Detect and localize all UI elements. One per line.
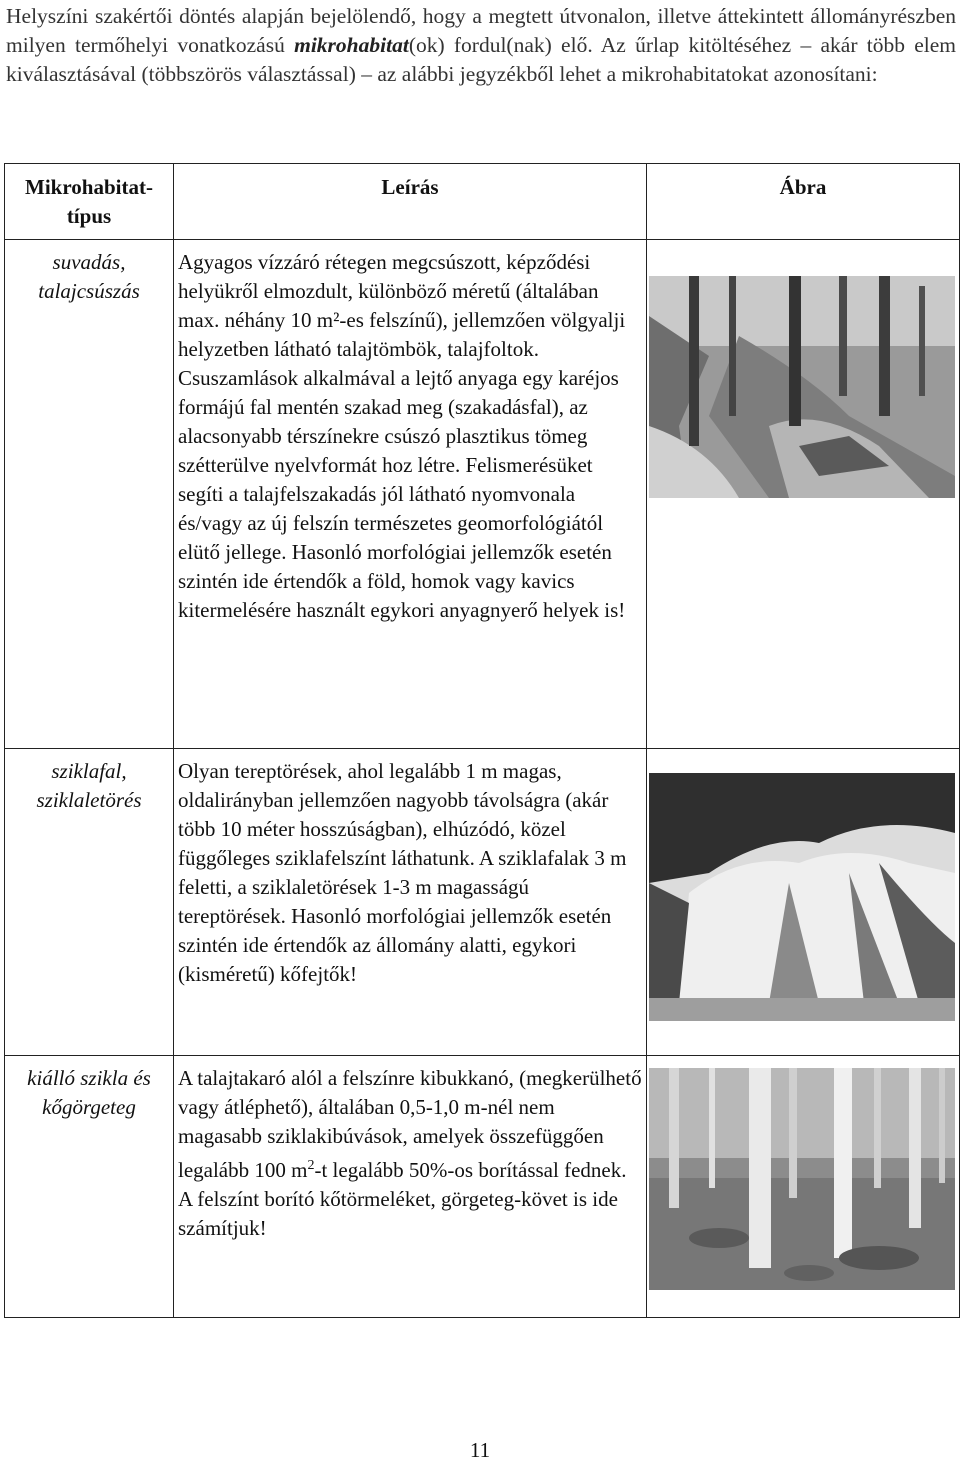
intro-emphasis: mikrohabitat xyxy=(294,33,409,57)
landslide-photo xyxy=(649,276,955,498)
intro-paragraph xyxy=(6,2,956,89)
row-figure xyxy=(647,749,960,1056)
intro-text-after: (ok) fordul(nak) elő. Az űrlap kitöltéséhez – akár több elem kiválasztásával (többszörös választással) – az alábbi jegyzékből lehet a mikrohabitatokat azonosítani: xyxy=(6,33,957,86)
rock-wall-photo xyxy=(649,773,955,1021)
row-description-text-after: -t legalább 50%-os borítással fednek. A felszínt borító kőtörmeléket, görgeteg-követ is ide számítjuk! xyxy=(178,1158,627,1240)
row-type: kiálló szikla és kőgörgeteg xyxy=(5,1056,174,1318)
row-description xyxy=(174,1056,647,1318)
row-description: Agyagos vízzáró rétegen megcsúszott, képződési helyükről elmozdult, különböző méretű (általában max. néhány 10 m²-es felszínű), jellemzően völgyalji helyzetben látható talajtömbök, talajfoltok. Csuszamlások alkalmával a lejtő anyaga egy karéjos formájú fal mentén szakad meg (szakadásfal), az alacsonyabb térszínekre csúszó plasztikus tömeg szétterülve nyelvformát hoz létre. Felismerésüket segíti a talajfelszakadás jól látható nyomvonala és/vagy az új felszín természetes geomorfológiától elütő jellege. Hasonló morfológiai jellemzők esetén szintén ide értendők a föld, homok vagy kavics kitermelésére használt egykori anyagnyerő helyek is! xyxy=(174,240,647,749)
row-figure xyxy=(647,1056,960,1318)
row-type: sziklafal, sziklaletörés xyxy=(5,749,174,1056)
microhabitat-table xyxy=(4,163,960,1318)
row-description-sup: 2 xyxy=(307,1158,315,1173)
row-figure xyxy=(647,240,960,749)
header-type: Mikrohabitat-típus xyxy=(5,164,174,240)
table-header-row xyxy=(5,164,960,240)
row-description: Olyan tereptörések, ahol legalább 1 m magas, oldalirányban jellemzően nagyobb távolságra (akár több 10 méter hosszúságban), elhúzódó, közel függőleges sziklafelszínt láthatunk. A sziklafalak 3 m feletti, a sziklaletörések 1-3 m magasságú tereptörések. Hasonló morfológiai jellemzők esetén szintén ide értendők az állomány alatti, egykori (kisméretű) kőfejtők! xyxy=(174,749,647,1056)
row-type: suvadás, talajcsúszás xyxy=(5,240,174,749)
header-description: Leírás xyxy=(174,164,647,240)
intro-text-before: Helyszíni szakértői döntés alapján bejelölendő, hogy a megtett útvonalon, illetve áttekintett állományrészben milyen termőhelyi vonatkozású xyxy=(6,4,956,57)
table-row xyxy=(5,1056,960,1318)
header-figure: Ábra xyxy=(647,164,960,240)
table-row xyxy=(5,240,960,749)
page-number: 11 xyxy=(469,1438,491,1462)
row-description-text: A talajtakaró alól a felszínre kibukkanó, (megkerülhető vagy átléphető), általában 0,5-1,0 m-nél nem magasabb sziklakibúvások, amelyek összefüggően legalább 100 m xyxy=(178,1066,642,1182)
table-row xyxy=(5,749,960,1056)
rock-outcrop-photo xyxy=(649,1068,955,1290)
